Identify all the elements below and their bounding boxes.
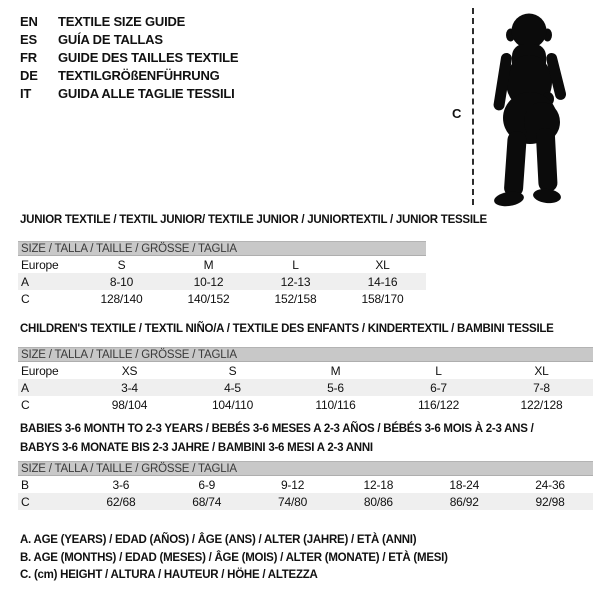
size-cell: 152/158 bbox=[274, 291, 317, 306]
table-row bbox=[18, 362, 593, 379]
language-row bbox=[20, 30, 238, 48]
size-cell: 12-18 bbox=[363, 477, 394, 492]
table-row bbox=[18, 493, 593, 510]
size-cell: 74/80 bbox=[278, 494, 308, 509]
table-babies bbox=[18, 461, 593, 510]
table-title-line: BABYS 3-6 MONATE BIS 2-3 JAHRE / BAMBINI 3-6 MESI A 2-3 ANNI bbox=[20, 442, 373, 454]
table-row bbox=[18, 396, 593, 413]
size-cell: L bbox=[292, 257, 299, 272]
row-label: Europe bbox=[21, 363, 59, 378]
table-title-babies bbox=[20, 420, 534, 458]
row-label: C bbox=[21, 397, 30, 412]
table-children bbox=[18, 347, 593, 413]
size-cell: S bbox=[228, 363, 237, 378]
size-cell: 24-36 bbox=[535, 477, 565, 492]
size-cell: 68/74 bbox=[192, 494, 222, 509]
size-cell: S bbox=[117, 257, 126, 272]
size-cell: 5-6 bbox=[327, 380, 344, 395]
size-cell: 80/86 bbox=[363, 494, 393, 509]
size-cell: 10-12 bbox=[193, 274, 224, 289]
language-code: DE bbox=[20, 67, 38, 83]
legend-notes bbox=[20, 534, 448, 587]
table-title-line: BABIES 3-6 MONTH TO 2-3 YEARS / BEBÉS 3-6 MESES A 2-3 AÑOS / BÉBÉS 3-6 MOIS À 2-3 ANS / bbox=[20, 423, 534, 435]
row-label: A bbox=[21, 274, 29, 289]
language-label: TEXTILGRÖßENFÜHRUNG bbox=[58, 67, 220, 83]
size-cell: XL bbox=[534, 363, 549, 378]
language-row bbox=[20, 84, 238, 102]
table-row bbox=[18, 273, 426, 290]
size-cell: 7-8 bbox=[533, 380, 550, 395]
size-cell: XL bbox=[375, 257, 390, 272]
size-cell: 128/140 bbox=[100, 291, 143, 306]
size-cell: 3-6 bbox=[112, 477, 130, 492]
language-label: GUIDA ALLE TAGLIE TESSILI bbox=[58, 85, 235, 101]
table-junior bbox=[18, 241, 426, 307]
baby-silhouette-icon bbox=[482, 6, 582, 211]
height-dashed-line bbox=[472, 8, 474, 205]
table-title-junior bbox=[20, 211, 487, 230]
size-cell: 18-24 bbox=[449, 477, 480, 492]
size-cell: 9-12 bbox=[280, 477, 305, 492]
row-label: A bbox=[21, 380, 29, 395]
size-cell: 4-5 bbox=[224, 380, 241, 395]
size-cell: 62/68 bbox=[106, 494, 136, 509]
size-cell: 3-4 bbox=[121, 380, 138, 395]
size-cell: 98/104 bbox=[111, 397, 148, 412]
size-cell: 104/110 bbox=[211, 397, 254, 412]
language-label: GUÍA DE TALLAS bbox=[58, 31, 163, 47]
language-label: GUIDE DES TAILLES TEXTILE bbox=[58, 49, 239, 65]
size-cell: 158/170 bbox=[361, 291, 404, 306]
size-cell: 6-9 bbox=[198, 477, 216, 492]
language-list bbox=[20, 12, 238, 102]
size-cell: 122/128 bbox=[520, 397, 563, 412]
language-row bbox=[20, 66, 238, 84]
note-line: C. (cm) HEIGHT / ALTURA / HAUTEUR / HÖHE / ALTEZZA bbox=[20, 569, 318, 581]
row-label: B bbox=[21, 477, 29, 492]
language-code: IT bbox=[20, 85, 32, 101]
size-cell: 6-7 bbox=[430, 380, 447, 395]
language-code: FR bbox=[20, 49, 37, 65]
size-cell: M bbox=[330, 363, 341, 378]
size-cell: 14-16 bbox=[367, 274, 398, 289]
size-cell: XS bbox=[121, 363, 138, 378]
size-cell: 86/92 bbox=[449, 494, 479, 509]
table-title-line: CHILDREN'S TEXTILE / TEXTIL NIÑO/A / TEXTILE DES ENFANTS / KINDERTEXTIL / BAMBINI TESSILE bbox=[20, 323, 554, 335]
row-label: C bbox=[21, 494, 30, 509]
size-header-bar: SIZE / TALLA / TAILLE / GRÖSSE / TAGLIA bbox=[18, 347, 593, 362]
language-row bbox=[20, 12, 238, 30]
language-code: ES bbox=[20, 31, 37, 47]
table-row bbox=[18, 256, 426, 273]
table-row bbox=[18, 290, 426, 307]
note-line: B. AGE (MONTHS) / EDAD (MESES) / ÂGE (MOIS) / ALTER (MONATE) / ETÀ (MESI) bbox=[20, 551, 448, 564]
table-title-children bbox=[20, 320, 554, 339]
table-row bbox=[18, 379, 593, 396]
language-label: TEXTILE SIZE GUIDE bbox=[58, 13, 186, 29]
size-cell: 92/98 bbox=[535, 494, 565, 509]
size-cell: M bbox=[203, 257, 214, 272]
height-line-label: C bbox=[452, 106, 462, 121]
language-row bbox=[20, 48, 238, 66]
table-row bbox=[18, 476, 593, 493]
table-title-line: JUNIOR TEXTILE / TEXTIL JUNIOR/ TEXTILE JUNIOR / JUNIORTEXTIL / JUNIOR TESSILE bbox=[20, 214, 487, 226]
row-label: C bbox=[21, 291, 30, 306]
size-cell: 140/152 bbox=[187, 291, 230, 306]
row-label: Europe bbox=[21, 257, 59, 272]
size-cell: 110/116 bbox=[315, 397, 356, 412]
note-line: A. AGE (YEARS) / EDAD (AÑOS) / ÂGE (ANS) / ALTER (JAHRE) / ETÀ (ANNI) bbox=[20, 534, 417, 546]
size-header-bar: SIZE / TALLA / TAILLE / GRÖSSE / TAGLIA bbox=[18, 241, 426, 256]
size-cell: 116/122 bbox=[417, 397, 460, 412]
size-cell: 12-13 bbox=[280, 274, 311, 289]
size-header-bar: SIZE / TALLA / TAILLE / GRÖSSE / TAGLIA bbox=[18, 461, 593, 476]
size-cell: L bbox=[435, 363, 442, 378]
language-code: EN bbox=[20, 13, 38, 29]
size-cell: 8-10 bbox=[109, 274, 134, 289]
